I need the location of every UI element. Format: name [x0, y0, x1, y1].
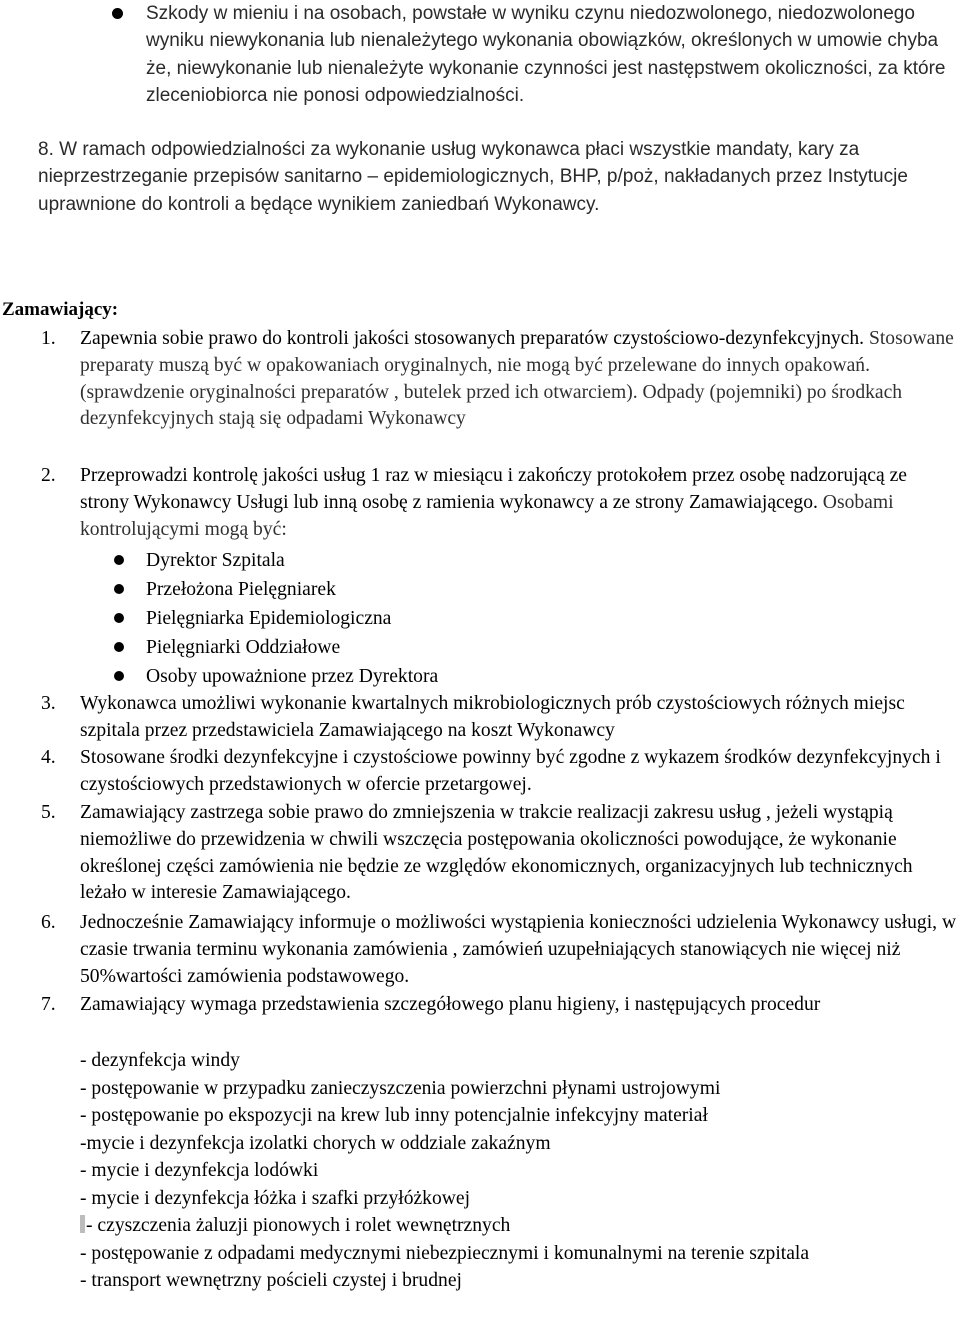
bullet-icon	[114, 613, 124, 623]
point-8-text: W ramach odpowiedzialności za wykonanie usług wykonawca płaci wszystkie mandaty, kary za nieprzestrzeganie przepisów sanitarno – epidemiologicznych, BHP, p/poż, nakładanych przez Instytucje uprawnione do kontroli a będące wynikiem zaniedbań Wykonawcy.	[38, 139, 908, 215]
list-item: Osoby upoważnione przez Dyrektora	[0, 662, 960, 691]
list-item: Przełożona Pielęgniarek	[0, 575, 960, 604]
list-item-number: 4.	[41, 747, 56, 768]
list-item: - czyszczenia żaluzji pionowych i rolet wewnętrznych	[80, 1212, 900, 1240]
list-item-rest: Osobami kontrolującymi mogą być:	[80, 491, 894, 540]
bullet-icon	[114, 584, 124, 594]
bullet-marker	[112, 8, 126, 22]
list-item-text	[80, 326, 960, 433]
list-item: - dezynfekcja windy	[80, 1050, 240, 1071]
list-item: - postępowanie po ekspozycji na krew lub inny potencjalnie infekcyjny materiał	[80, 1105, 708, 1126]
list-item-number: 2.	[41, 465, 56, 486]
list-item-rest: Stosowane preparaty muszą być w opakowaniach oryginalnych, nie mogą być przelewane do innych opakowań.(sprawdzenie oryginalności preparatów , butelek przed ich otwarciem). Odpady (pojemniki) po środkach dezynfekcyjnych stają się odpadami Wykonawcy	[80, 328, 954, 430]
list-item: - transport wewnętrzny pościeli czystej i brudnej	[80, 1270, 462, 1291]
list-item-text: Stosowane środki dezynfekcyjne i czystościowe powinny być zgodne z wykazem środków dezynfekcyjnych i czystościowych przedstawionych w ofercie przetargowej.	[80, 747, 941, 795]
list-item-number: 3.	[41, 693, 56, 714]
list-item-text: Zamawiający zastrzega sobie prawo do zmniejszenia w trakcie realizacji zakresu usług , jeżeli wystąpią niemożliwe do przewidzenia w chwili wszczęcia postępowania okoliczności powodujące, że wykonanie określonej części zamówienia nie będzie ze względów ekonomicznych, organizacyjnych lub technicznych leżało w interesie Zamawiającego.	[80, 802, 913, 904]
list-item-text: Zamawiający wymaga przedstawienia szczegółowego planu higieny, i następujących procedur	[80, 994, 821, 1015]
list-item-lead: Przeprowadzi kontrolę jakości usług 1 raz w miesiącu i zakończy protokołem przez osobę nadzorującą ze strony Wykonawcy Usługi lub inną osobę z ramienia wykonawcy a ze strony Zamawiającego.	[80, 465, 907, 513]
list-item: - mycie i dezynfekcja łóżka i szafki przyłóżkowej	[80, 1187, 471, 1209]
list-item: - mycie i dezynfekcja lodówki	[80, 1160, 319, 1181]
list-item-number: 1.	[41, 328, 56, 349]
procedures-list	[80, 1047, 900, 1295]
list-item-text: Wykonawca umożliwi wykonanie kwartalnych mikrobiologicznych prób czystościowych różnych miejsc szpitala przez przedstawiciela Zamawiającego na koszt Wykonawcy	[80, 693, 905, 741]
bullet-icon	[114, 642, 124, 652]
bullet-icon	[114, 555, 124, 565]
damages-paragraph: Szkody w mieniu i na osobach, powstałe w wyniku czynu niedozwolonego, niedozwolonego wyniku niewykonania lub nienależytego wykonania obowiązków, określonych w umowie chyba że, niewykonanie lub nienależyte wykonanie czynności jest następstwem okoliczności, za które zleceniobiorca nie ponosi odpowiedzialności.	[146, 3, 946, 106]
list-item: Dyrektor Szpitala	[0, 546, 960, 575]
list-item: Pielęgniarki Oddziałowe	[0, 633, 960, 662]
list-item: -mycie i dezynfekcja izolatki chorych w oddziale zakaźnym	[80, 1132, 551, 1154]
highlight-mark	[80, 1215, 85, 1233]
bullet-icon	[114, 671, 124, 681]
list-item: Pielęgniarka Epidemiologiczna	[0, 604, 960, 633]
list-item-lead: Zapewnia sobie prawo do kontroli jakości stosowanych preparatów czystościowo-dezynfekcyjnych.	[80, 328, 865, 349]
list-item-number: 7.	[41, 994, 56, 1015]
list-item-number: 6.	[41, 912, 56, 933]
list-item-text	[80, 463, 960, 543]
list-item-text: Jednocześnie Zamawiający informuje o możliwości wystąpienia konieczności udzielenia Wykonawcy usługi, w czasie trwania terminu wykonania zamówienia , zamówień uzupełniających stanowiących nie więcej niż 50%wartości zamówienia podstawowego.	[80, 912, 957, 987]
point-8-number: 8.	[38, 139, 54, 160]
section-heading: Zamawiający:	[2, 299, 119, 320]
list-item-number: 5.	[41, 802, 56, 823]
point-8-paragraph	[38, 136, 960, 218]
list-item: - postępowanie z odpadami medycznymi niebezpiecznymi i komunalnymi na terenie szpitala	[80, 1242, 810, 1264]
controllers-list	[0, 546, 960, 691]
list-item: - postępowanie w przypadku zanieczyszczenia powierzchni płynami ustrojowymi	[80, 1077, 721, 1099]
